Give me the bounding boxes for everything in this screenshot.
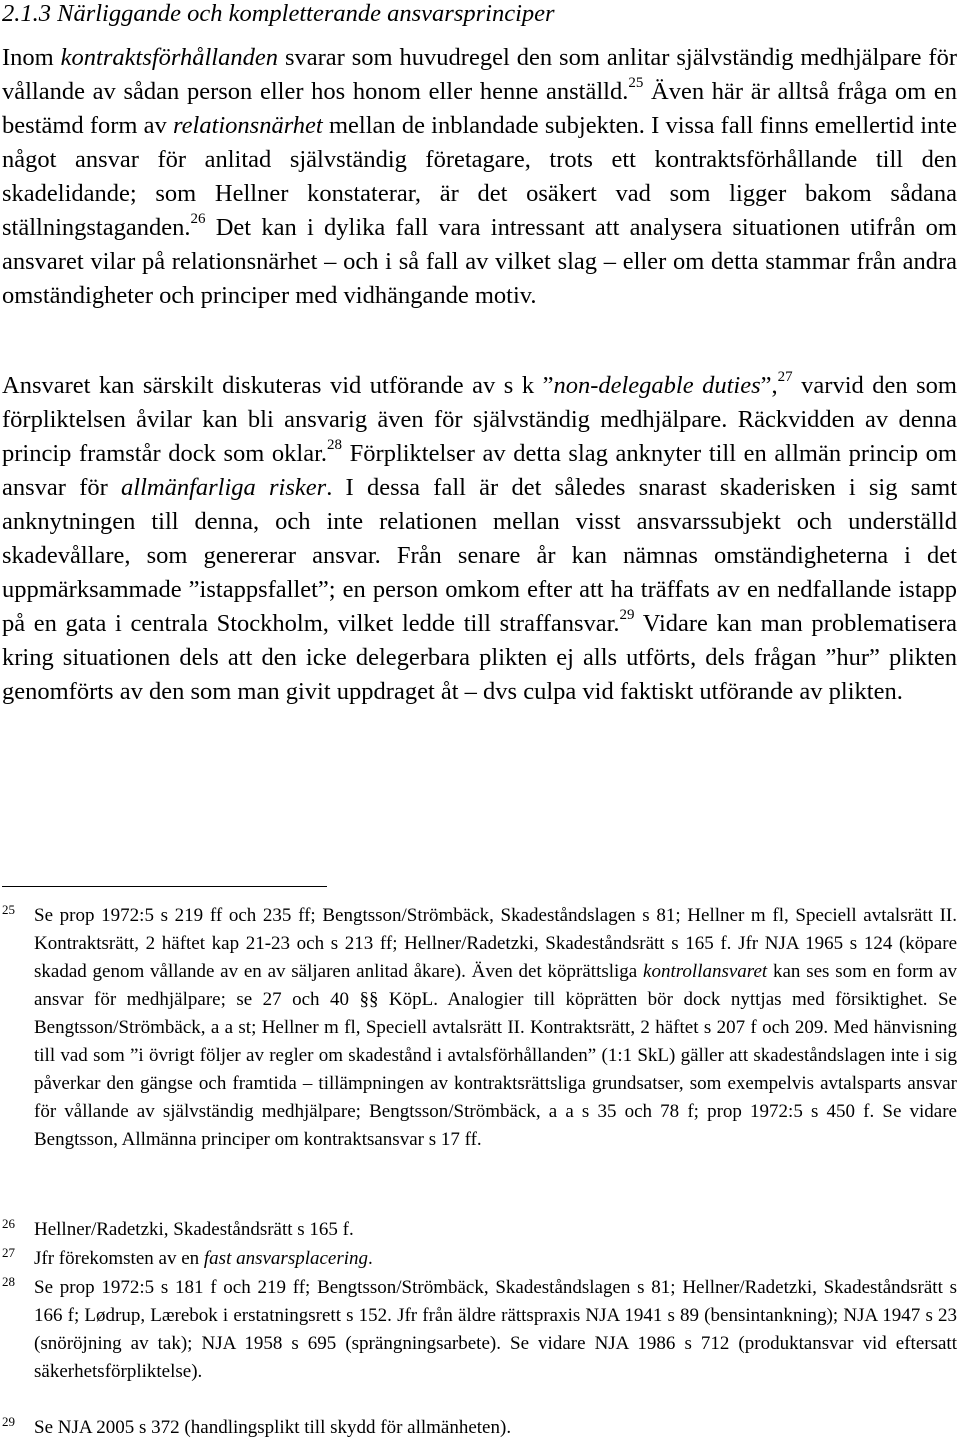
text-run: Vidare kan man problematisera kring situationen dels att den icke delegerbara plikten ej alls utförts, dels frågan ”hur” plikten genomförts av den som man givit uppdraget åt – dvs culpa vid faktiskt utförande av plikten.: [2, 610, 958, 705]
footnote-ref-29[interactable]: 29: [619, 607, 635, 623]
text-run: varvid den som förpliktelsen åvilar kan bli ansvarig även för självständig medhjälpare. Räckvidden av denna princip framstår dock som oklar.: [2, 372, 957, 467]
footnote-text: kan ses som en form av ansvar för medhjälpare; se 27 och 40 §§ KöpL. Analogier till köprätten bör dock nyttjas med försiktighet. Se Bengtsson/Strömbäck, a a st; Hellner m fl, Speciell avtalsrätt II. Kontraktsrätt, 2 häftet s 207 f och 209. Med hänvisning till vad som ”i övrigt följer av regler om skadestånd i avtalsförhållanden” (1:1 SkL) gäller att skadeståndslagen inte i sig påverkar den gängse och framtida – tillämpningen av kontraktsrättsliga grundsatser, som exempelvis avtalsparts ansvar för vållande av självständig medhjälpare; Bengtsson/Strömbäck, a a s 35 och 78 f; prop 1972:5 s 450 f. Se vidare Bengtsson, Allmänna principer om kontraktsansvar s 17 ff.: [34, 961, 957, 1150]
text-run: Även här är alltså fråga om en bestämd form av: [2, 78, 957, 139]
text-run: Det kan i dylika fall vara intressant att analysera situationen utifrån om ansvaret vilar på relationsnärhet – och i så fall av vilket slag – eller om detta stammar från andra omständigheter och principer med vidhängande motiv.: [2, 214, 957, 309]
italic-term: fast ansvarsplacering: [203, 1248, 369, 1269]
section-heading: 2.1.3 Närliggande och kompletterande ansvarsprinciper: [2, 0, 555, 27]
footnote-ref-26[interactable]: 26: [190, 211, 206, 227]
footnote-text: Se prop 1972:5 s 181 f och 219 ff; Bengtsson/Strömbäck, Skadeståndslagen s 81; Hellner/Radetzki, Skadeståndsrätt s 166 f; Lødrup, Lærebok i erstatningsrett s 152. Jfr från äldre rättspraxis NJA 1941 s 89 (bensintankning); NJA 1947 s 23 (snöröjning av tak); NJA 1958 s 695 (sprängningsarbete). Se vidare NJA 1986 s 712 (produktansvar vid eftersatt säkerhetsförpliktelse).: [34, 1277, 957, 1382]
footnote-text: Se prop 1972:5 s 219 ff och 235 ff; Bengtsson/Strömbäck, Skadeståndslagen s 81; Hellner m fl, Speciell avtalsrätt II. Kontraktsrätt, 2 häftet kap 21-23 och s 213 ff; Hellner/Radetzki, Skadeståndsrätt s 165 f. Jfr NJA 1965 s 124 (köpare skadad genom vållande av en av säljaren anlitad åkare). Även det köprättsliga: [34, 905, 957, 982]
italic-term: kontrollansvaret: [643, 961, 768, 982]
body-paragraph-1: [2, 41, 957, 313]
text-run: mellan de inblandade subjekten. I vissa fall finns emellertid inte något ansvar för anlitad självständig företagare, trots ett kontraktsförhållande till den skadelidande; som Hellner konstaterar, är det osäkert vad som ligger bakom sådana ställningstaganden.: [2, 112, 957, 241]
footnote-text: .: [368, 1248, 373, 1269]
footnote-28: 28 Se prop 1972:5 s 181 f och 219 ff; Bengtsson/Strömbäck, Skadeståndslagen s 81; Hellner/Radetzki, Skadeståndsrätt s 166 f; Lødrup, Lærebok i erstatningsrett s 152. Jfr från äldre rättspraxis NJA 1941 s 89 (bensintankning); NJA 1947 s 23 (snöröjning av tak); NJA 1958 s 695 (sprängningsarbete). Se vidare NJA 1986 s 712 (produktansvar vid eftersatt säkerhetsförpliktelse).: [2, 1274, 957, 1382]
footnote-separator: [2, 886, 327, 887]
footnote-ref-25[interactable]: 25: [628, 75, 644, 91]
text-run: Ansvaret kan särskilt diskuteras vid utförande av s k ”: [2, 372, 554, 399]
italic-term: non-delegable duties: [553, 372, 761, 399]
italic-term: kontraktsförhållanden: [60, 44, 278, 71]
footnote-text: Hellner/Radetzki, Skadeståndsrätt s 165 f.: [34, 1219, 354, 1240]
body-paragraph-2: [2, 369, 957, 709]
footnote-27: 27 Jfr förekomsten av en fast ansvarsplacering.: [2, 1245, 373, 1269]
footnote-text: Se NJA 2005 s 372 (handlingsplikt till skydd för allmänheten).: [34, 1417, 512, 1438]
footnote-26: 26 Hellner/Radetzki, Skadeståndsrätt s 165 f.: [2, 1216, 354, 1240]
text-run: Inom: [2, 44, 61, 71]
text-run: Förpliktelser av detta slag anknyter till en allmän princip om ansvar för: [2, 440, 957, 501]
italic-term: relationsnärhet: [173, 112, 323, 139]
text-run: . I dessa fall är det således snarast skaderisken i sig samt anknytningen till denna, och inte relationen mellan visst ansvarssubjekt och underställd skadevållare, som genererar ansvar. Från senare år kan nämnas omständigheterna i det uppmärksammade ”istappsfallet”; en person omkom efter att ha träffats av en nedfallande istapp på en gata i centrala Stockholm, vilket ledde till straffansvar.: [2, 474, 957, 637]
footnote-29: 29 Se NJA 2005 s 372 (handlingsplikt till skydd för allmänheten).: [2, 1414, 512, 1438]
footnote-text: Jfr förekomsten av en: [34, 1248, 204, 1269]
footnote-ref-27[interactable]: 27: [777, 369, 793, 385]
text-run: ”,: [760, 372, 778, 399]
text-run: svarar som huvudregel den som anlitar självständig medhjälpare för vållande av sådan person eller hos honom eller henne anställd.: [2, 44, 957, 105]
footnote-ref-28[interactable]: 28: [327, 437, 343, 453]
italic-term: allmänfarliga risker: [121, 474, 327, 501]
footnote-25: 25 Se prop 1972:5 s 219 ff och 235 ff; Bengtsson/Strömbäck, Skadeståndslagen s 81; Hellner m fl, Speciell avtalsrätt II. Kontraktsrätt, 2 häftet kap 21-23 och s 213 ff; Hellner/Radetzki, Skadeståndsrätt s 165 f. Jfr NJA 1965 s 124 (köpare skadad genom vållande av en av säljaren anlitad åkare). Även det köprättsliga kontrollansvaret kan ses som en form av ansvar för medhjälpare; se 27 och 40 §§ KöpL. Analogier till köprätten bör dock nyttjas med försiktighet. Se Bengtsson/Strömbäck, a a st; Hellner m fl, Speciell avtalsrätt II. Kontraktsrätt, 2 häftet s 207 f och 209. Med hänvisning till vad som ”i övrigt följer av regler om skadestånd i avtalsförhållanden” (1:1 SkL) gäller att skadeståndslagen inte i sig påverkar den gängse och framtida – tillämpningen av kontraktsrättsliga grundsatser, som exempelvis avtalsparts ansvar för vållande av självständig medhjälpare; Bengtsson/Strömbäck, a a s 35 och 78 f; prop 1972:5 s 450 f. Se vidare Bengtsson, Allmänna principer om kontraktsansvar s 17 ff.: [2, 902, 957, 1150]
